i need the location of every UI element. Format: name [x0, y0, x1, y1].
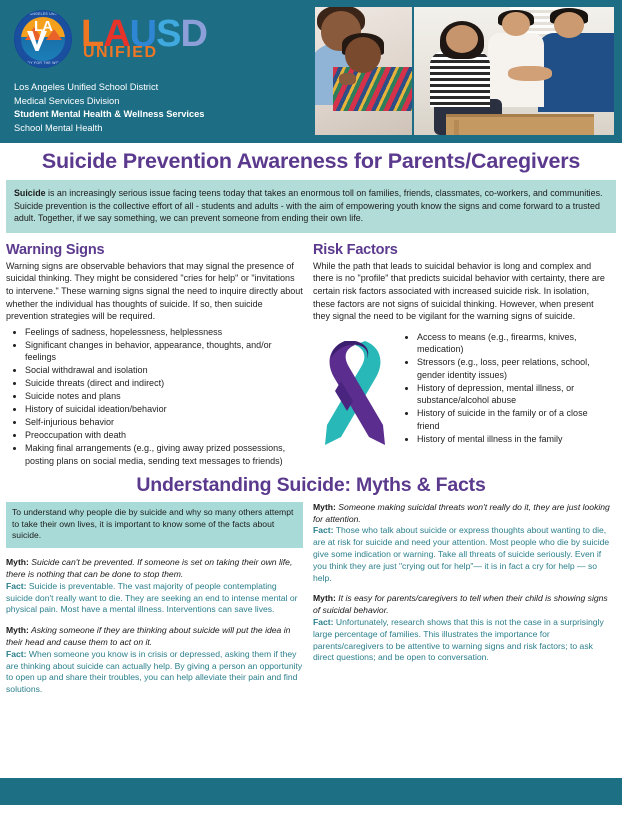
risk-factor-item: • History of mental illness in the family — [417, 433, 610, 446]
footer-edge — [0, 805, 622, 813]
warning-sign-item: • Significant changes in behavior, appearance, thoughts, and/or feelings — [25, 339, 303, 364]
photo-adult-comforting-youth — [315, 7, 412, 135]
fact-label: Fact: — [6, 580, 27, 591]
dept-line-2: Student Mental Health & Wellness Services — [14, 109, 205, 119]
warning-signs-heading: Warning Signs — [6, 241, 105, 258]
risk-factors-heading: Risk Factors — [313, 241, 398, 258]
myths-title-band — [0, 468, 622, 502]
warning-signs-list — [6, 326, 303, 468]
lausd-wordmark — [81, 13, 207, 61]
risk-factor-item: • Access to means (e.g., firearms, knives, medication) — [417, 331, 610, 356]
photo-family-counseling — [414, 7, 614, 135]
warning-sign-item: • Preoccupation with death — [25, 429, 303, 442]
myth-fact-entry — [6, 625, 303, 696]
myths-left-column — [6, 502, 303, 705]
warning-sign-item: • Suicide notes and plans — [25, 390, 303, 403]
warning-sign-item: • Feelings of sadness, hopelessness, helplessness — [25, 326, 303, 339]
page-header — [0, 0, 622, 143]
content-columns — [0, 233, 622, 468]
risk-factor-item: • Stressors (e.g., loss, peer relations, school, gender identity issues) — [417, 356, 610, 381]
wordmark-letter-u: U — [129, 13, 157, 55]
myths-columns — [0, 502, 622, 705]
dept-line-0: Los Angeles Unified School District — [14, 82, 159, 92]
dept-line-1: Medical Services Division — [14, 95, 120, 106]
myth-text: It is easy for parents/caregivers to tell when their child is showing signs of suicidal behavior. — [313, 593, 608, 616]
myth-text: Suicide can't be prevented. If someone is set on taking their own life, there is nothing that can be done to stop them. — [6, 557, 293, 579]
header-branding — [0, 0, 315, 143]
intro-body: is an increasingly serious issue facing teens today that takes an enormous toll on families, friends, classmates, co-workers, and communities. Suicide prevention is the collective effort of all - students and adults - with the aim of empowering youth know the signs and come forward to a trusted adult. Together, if we say something, we can prevent someone from ending their own life. — [14, 188, 603, 224]
warning-signs-column — [6, 242, 303, 468]
wordmark-letter-s: S — [156, 13, 181, 55]
myths-heading: Understanding Suicide: Myths & Facts — [136, 473, 486, 496]
myth-label: Myth: — [313, 501, 336, 512]
myth-fact-entries-left — [6, 557, 303, 696]
warning-signs-paragraph: Warning signs are observable behaviors that may signal the presence of suicidal thinking. They might be considered "cries for help" or "invitations to intervene." These warning signs signal the need to inquire directly about whether the individual has thoughts of suicide. If so, then suicide prevention strategies will be required. — [6, 260, 303, 322]
lausd-seal-icon — [14, 10, 72, 68]
page-title: Suicide Prevention Awareness for Parents/Caregivers — [41, 149, 581, 173]
myths-right-column — [313, 502, 610, 705]
risk-factors-paragraph: While the path that leads to suicidal behavior is long and complex and there is no "profile" that predicts suicidal behavior with certainty, there are certain risk factors associated with increased suicide risk. In isolation, these factors are not signs of suicidal thinking. However, when present they signal the need to be vigilant for the warning signs of suicide. — [313, 260, 605, 322]
myth-label: Myth: — [6, 625, 29, 636]
ribbon-svg — [313, 333, 397, 451]
intro-lead-word: Suicide — [14, 188, 46, 198]
fact-text: Suicide is preventable. The vast majority of people contemplating suicide don't really want to die. They are seeking an end to intense mental or physical pain. Most have a mental illness. Interventions can save lives. — [6, 580, 298, 615]
myth-text: Someone making suicidal threats won't really do it, they are just looking for attention. — [313, 501, 610, 524]
department-lines — [14, 81, 315, 135]
fact-text: When someone you know is in crisis or depressed, asking them if they are thinking about suicide can actually help. By giving a person an opportunity to open up and share their troubles, you can help alleviate their pain and find solutions. — [6, 648, 303, 695]
myth-fact-entry — [6, 557, 303, 616]
warning-sign-item: • History of suicidal ideation/behavior — [25, 403, 303, 416]
fact-label: Fact: — [313, 616, 334, 627]
seal-monogram: LA — [34, 18, 52, 35]
facts-intro-note: To understand why people die by suicide and why so many others attempt to take their own lives, it is important to know some of the facts about suicide. — [6, 502, 303, 548]
intro-box — [6, 180, 616, 233]
warning-sign-item: • Making final arrangements (e.g., giving away prized possessions, posting plans on social media, sending text messages to friends) — [25, 442, 303, 467]
fact-text: Those who talk about suicide or express thoughts about wanting to die, are at risk for suicide and need your attention. Most people who die by suicide give some indication or warning. Take all threats of suicide seriously. Even if you think they are just "crying out for help"— it is in fact a cry for help — so help. — [313, 525, 610, 583]
wordmark-letter-a: A — [103, 13, 130, 55]
myth-fact-entry — [313, 502, 610, 585]
seal-top-text: LOS ANGELES UNIFIED — [21, 12, 65, 16]
risk-factor-item: • History of depression, mental illness, or substance/alcohol abuse — [417, 382, 610, 407]
warning-sign-item: • Self-injurious behavior — [25, 416, 303, 429]
myth-text: Asking someone if they are thinking about suicide will put the idea in their head and cause them to act on it. — [6, 625, 291, 647]
warning-sign-item: • Social withdrawal and isolation — [25, 364, 303, 377]
risk-factor-item: • History of suicide in the family or of a close friend — [417, 407, 610, 432]
dept-line-3: School Mental Health — [14, 122, 103, 133]
footer-bar — [0, 778, 622, 805]
risk-factors-column — [313, 242, 610, 468]
lausd-logo — [14, 8, 315, 70]
fact-label: Fact: — [313, 525, 334, 536]
risk-factors-list — [403, 331, 610, 446]
header-photo-strip — [315, 0, 622, 143]
myth-label: Myth: — [313, 593, 336, 604]
myth-fact-entries-right — [313, 502, 610, 664]
fact-text: Unfortunately, research shows that this is not the case in a surprisingly large percentage of families. This illustrates the importance for parents/caregivers to be attentive to warning signs and risk factors; to ask direct questions; and be open to conversation. — [313, 616, 604, 663]
wordmark-letter-l: L — [81, 13, 104, 55]
myth-label: Myth: — [6, 557, 29, 568]
warning-sign-item: • Suicide threats (direct and indirect) — [25, 377, 303, 390]
awareness-ribbon-icon — [313, 331, 399, 456]
fact-label: Fact: — [6, 648, 27, 659]
myth-fact-entry — [313, 593, 610, 664]
wordmark-letter-d: D — [180, 13, 207, 55]
wordmark-unified: UNIFIED — [83, 44, 158, 61]
seal-bottom-text: READY FOR THE WORLD — [19, 61, 67, 65]
main-title-band — [0, 143, 622, 180]
